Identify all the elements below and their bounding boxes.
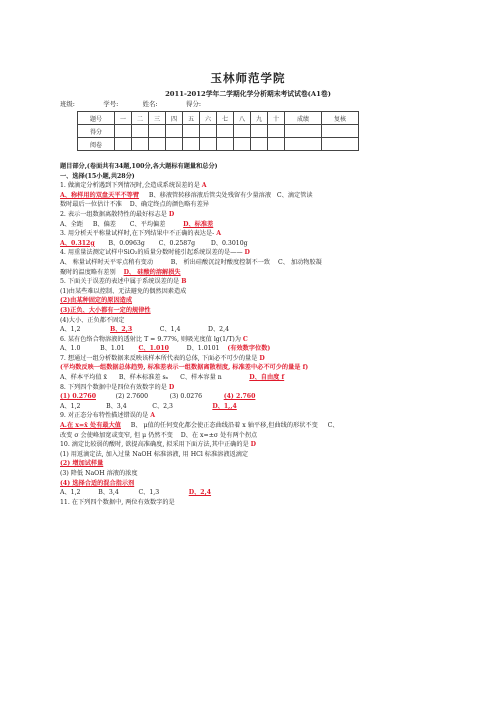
correct-option: (1) 0.2760 xyxy=(60,393,96,401)
score-cell: 七 xyxy=(217,112,234,125)
score-blank xyxy=(166,138,183,151)
school-title: 玉林师范学院 xyxy=(210,71,286,85)
score-blank xyxy=(217,138,234,151)
option-line xyxy=(60,373,460,383)
correct-option: B、2,3 xyxy=(110,326,133,334)
question-line xyxy=(60,229,460,239)
score-cell: 六 xyxy=(200,112,217,125)
answer-key: D xyxy=(244,249,250,257)
question-line xyxy=(60,181,460,191)
score-cell: 四 xyxy=(166,112,183,125)
score-blank xyxy=(285,138,322,151)
question-text: 8. 下列四个数据中是四位有效数字的是 xyxy=(60,383,169,391)
statement-line: (1)由某些难以控制、无法避免的偶然因素造成 xyxy=(60,287,187,295)
answer-key: C xyxy=(242,335,248,343)
correct-option: A.在 x=x̄ 处有最大值 xyxy=(60,422,121,430)
question-line xyxy=(60,210,460,220)
option-text: A、1,2 B、3,4 C、2,3 xyxy=(60,402,213,410)
question-text: 2. 表示一组数据离散特性的最好标志是 xyxy=(60,210,169,218)
option-text: A、1,2 B、3,4 C、1,3 xyxy=(60,489,189,497)
score-cell: 成绩 xyxy=(285,112,322,125)
score-blank xyxy=(268,125,285,138)
score-blank xyxy=(183,138,200,151)
option-text: (2) 2.7600 (3) 0.0276 xyxy=(96,393,224,401)
option-line xyxy=(60,220,460,230)
score-cell: 十 xyxy=(268,112,285,125)
score-blank xyxy=(251,125,268,138)
statement-line: (3) 降低 NaOH 溶液的浓度 xyxy=(60,470,138,477)
score-blank xyxy=(200,125,217,138)
question-line xyxy=(60,277,460,287)
correct-statement: (2)由某种固定的原因造成 xyxy=(60,297,133,305)
option-line: 数时最后一位估计不准 D、确定终点的颜色略有差异 xyxy=(60,201,209,209)
answer-key: D xyxy=(259,354,265,362)
question-text: 7. 想通过一组分析数据来反映该样本所代表的总体, 下面必不可少的量是 xyxy=(60,354,260,362)
exam-title: 2011-2012学年二学期化学分析期末考试试卷(A1卷) xyxy=(165,90,331,98)
option-text: A、全距 B、偏差 C、平均偏差 xyxy=(60,220,184,228)
answer-key: D xyxy=(250,441,257,449)
score-points-row xyxy=(78,125,359,138)
score-cell: 题号 xyxy=(78,112,115,125)
option-line xyxy=(60,325,460,335)
score-header-row xyxy=(78,112,359,125)
score-row-label: 得分 xyxy=(78,125,115,138)
statement-line: (4)大小、正负都不固定 xyxy=(60,316,125,324)
option-line xyxy=(60,191,460,201)
question-text: 10. 滴定比较弱的酸时, 欲提高准确度, 拟采用下面方法,其中正确的是 xyxy=(60,441,251,449)
score-cell: 二 xyxy=(132,112,149,125)
option-line xyxy=(60,239,460,249)
question-text: 1. 做滴定分析遇到下列情况时,会造成系统误差的是 xyxy=(60,182,202,190)
answer-key: D xyxy=(168,383,175,391)
correct-option: C、1.010 xyxy=(138,345,169,353)
score-blank xyxy=(322,138,359,151)
score-blank xyxy=(268,138,285,151)
score-blank xyxy=(115,138,132,151)
score-blank xyxy=(322,125,359,138)
score-cell: 一 xyxy=(115,112,132,125)
question-line xyxy=(60,383,460,393)
answer-key: D xyxy=(168,210,175,218)
score-blank xyxy=(132,138,149,151)
option-line: 改变 σ 会使峰加宽或变窄, 但 μ 仍然不变 D、在 x=±σ 处有两个拐点 xyxy=(60,431,258,439)
score-cell: 复核 xyxy=(322,112,359,125)
option-line: A、 称量试样时天平零点稍有变动 B、 析出硅酸沉淀时酸度控制不一致 C、 加动物胶凝 xyxy=(60,258,322,266)
option-text: C、1,4 D、2,4 xyxy=(132,326,230,334)
correct-option: (4) 2.760 xyxy=(223,393,256,401)
student-info-line: 班级: 学号: 姓名: 得分: xyxy=(60,100,201,108)
score-blank xyxy=(132,125,149,138)
correct-option: D、1,,4 xyxy=(212,402,237,410)
option-line xyxy=(60,421,460,431)
score-blank xyxy=(217,125,234,138)
statement-line: (1) 用返滴定法, 加入过量 NaOH 标准溶液, 用 HCl 标准溶液返滴定 xyxy=(60,450,249,458)
question-text: 9. 对正态分布特性描述错误的是 xyxy=(60,412,151,420)
section-heading: 一、选择(15小题,共28分) xyxy=(60,172,135,180)
option-text: B、 μ值的任何变化都会使正态曲线沿着 x 轴平移,但曲线的形状不变 C、 xyxy=(120,422,339,430)
score-blank xyxy=(149,125,166,138)
score-cell: 五 xyxy=(183,112,200,125)
score-cell: 九 xyxy=(251,112,268,125)
correct-option: D、 硅酸的溶解损失 xyxy=(123,268,181,276)
option-line xyxy=(60,402,460,412)
option-text: B、移液管转移溶液后管尖处残留有少量溶液 C、滴定管读 xyxy=(139,191,313,199)
correct-option: A、0.312g xyxy=(60,239,95,247)
score-blank xyxy=(115,125,132,138)
question-line xyxy=(60,335,460,345)
option-line xyxy=(60,268,460,278)
score-blank xyxy=(251,138,268,151)
score-blank xyxy=(183,125,200,138)
question-line xyxy=(60,354,460,364)
correct-statement: (4) 选择合适的混合指示剂 xyxy=(60,479,135,487)
answer-key: B xyxy=(181,278,187,286)
correct-option: D、2,4 xyxy=(188,489,212,497)
option-line xyxy=(60,392,460,402)
question-text: 4. 用重量法测定试样中SiO₂的质量分数时能引起系统误差的是—— xyxy=(60,249,245,257)
score-blank xyxy=(166,125,183,138)
correct-option: D、标准差 xyxy=(183,220,214,228)
score-table xyxy=(77,111,359,151)
question-text: 5. 下面关于误差的表述中属于系统误差的是 xyxy=(60,278,182,286)
option-line xyxy=(60,344,460,354)
question-text: 6. 某有色络合物溶液的透射比 T = 9.77%, 则吸光度值 lg(1/T)为 xyxy=(60,335,243,343)
score-blank xyxy=(234,125,251,138)
correct-option: A、称样用的双盘天平不等臂 xyxy=(60,191,140,199)
score-blank xyxy=(234,138,251,151)
option-text: D、1.0101 xyxy=(168,345,228,353)
question-line xyxy=(60,440,460,450)
question-text: 3. 用分析天平称量试样时,在下列结果中不正确的表达是- xyxy=(60,230,217,238)
correct-statement: (2) 增加试样量 xyxy=(60,460,104,468)
answer-key: A xyxy=(201,182,207,190)
answer-explanation: (平均数反映一组数据总体趋势, 标准差表示一组数据离散程度, 标准差中必不可少的量是 f) xyxy=(60,364,309,372)
answer-key: A xyxy=(150,412,156,420)
section-intro: 题目部分,(卷面共有34题,100分,各大题标有题量和总分) xyxy=(60,163,218,170)
question-line xyxy=(60,248,460,258)
answer-note: (有效数字位数) xyxy=(227,345,271,353)
correct-statement: (3)正负、大小都有一定的规律性 xyxy=(60,306,151,314)
question-line xyxy=(60,411,460,421)
option-text: A、1.0 B、1.01 xyxy=(60,345,139,353)
answer-key: A xyxy=(216,230,222,238)
score-cell: 八 xyxy=(234,112,251,125)
question-body xyxy=(60,162,460,507)
option-text: A、1,2 xyxy=(60,326,110,334)
score-cell: 三 xyxy=(149,112,166,125)
correct-option: D、自由度 f xyxy=(249,374,285,382)
score-blank xyxy=(149,138,166,151)
option-text: B、0.0963g C、0.2587g D、0.3010g xyxy=(94,239,248,247)
score-blank xyxy=(285,125,322,138)
question-line: 11. 在下列四个数据中, 两位有效数字的是 xyxy=(60,498,175,506)
score-row-label: 阅卷 xyxy=(78,138,115,151)
option-text: A、样本平均值 x̄ B、样本标准差 sₓ C、样本容量 n xyxy=(60,374,250,382)
score-blank xyxy=(200,138,217,151)
score-grader-row xyxy=(78,138,359,151)
option-line xyxy=(60,488,460,498)
option-text: 聚时的温度略有差别 xyxy=(60,268,124,276)
